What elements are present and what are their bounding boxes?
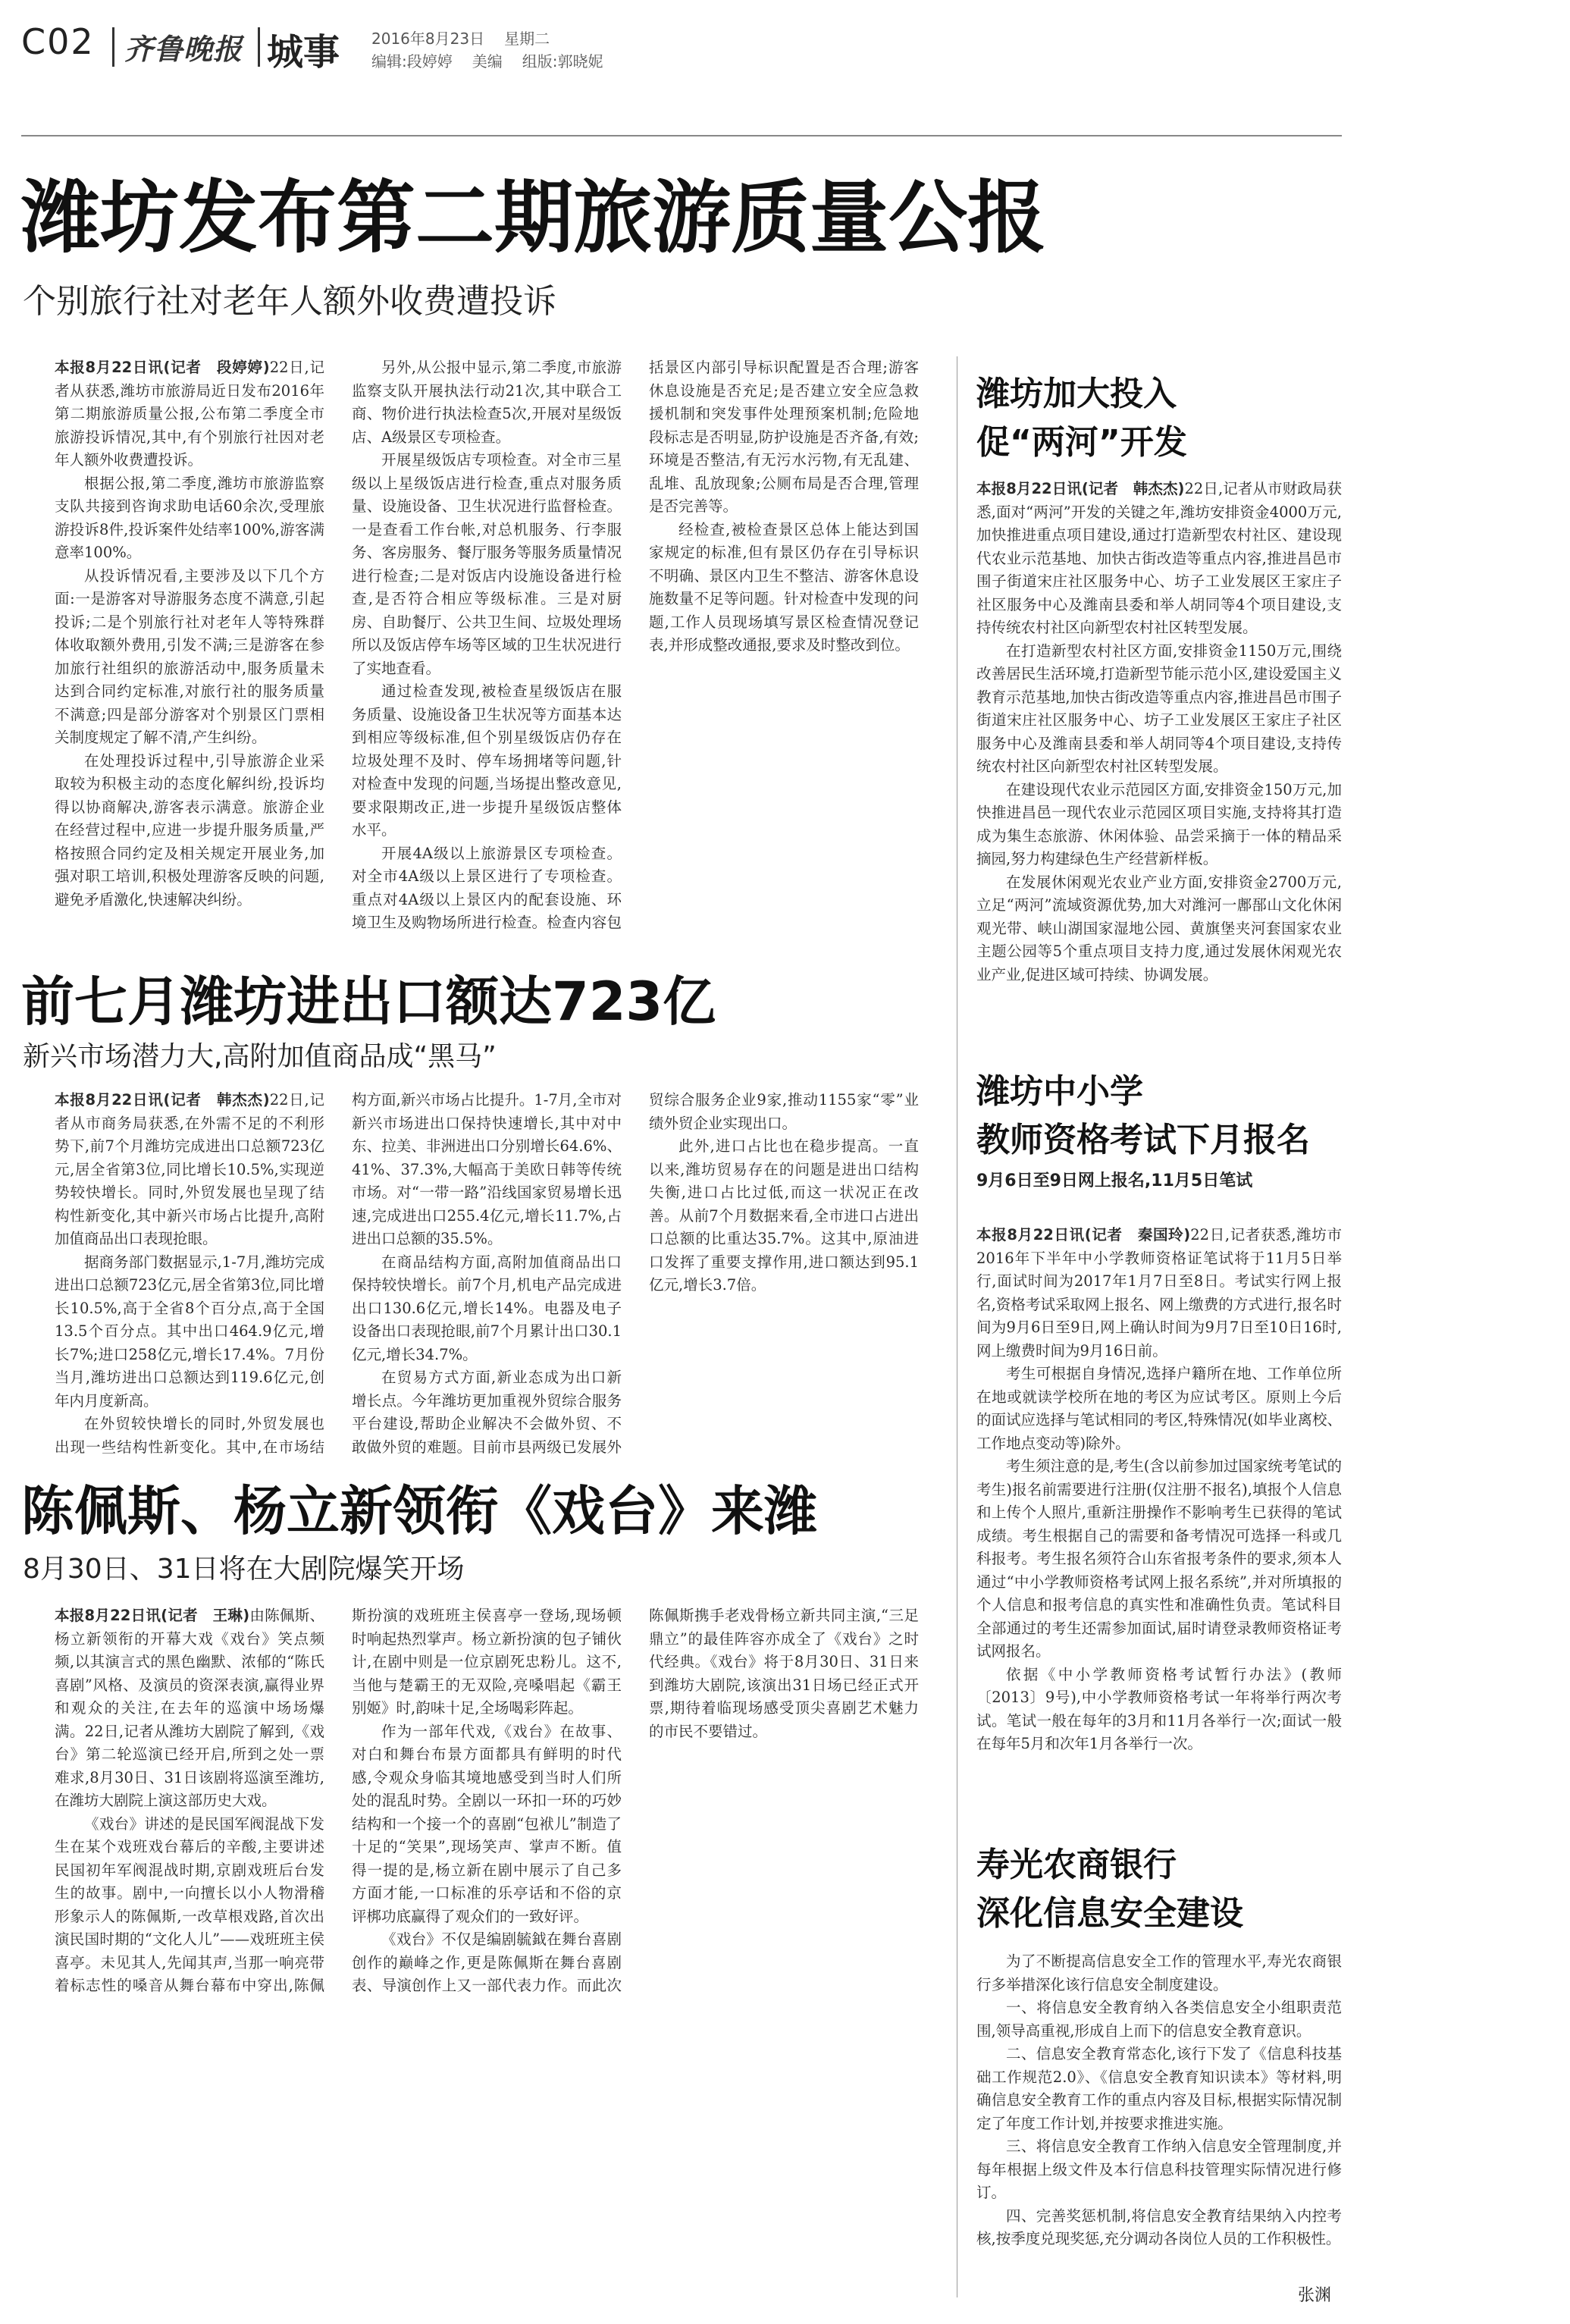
layout-credit: 组版:郭晓妮: [522, 52, 603, 71]
side3-paragraph: 一、将信息安全教育纳入各类信息安全小组职责范围,领导高重视,形成自上而下的信息安全教育意识。: [976, 1999, 1342, 2040]
side1-headline-line: 潍坊加大投入: [976, 375, 1177, 413]
article3-headline: 陈佩斯、杨立新领衔《戏台》来潍: [21, 1480, 817, 1542]
article3-body: [55, 1604, 919, 2006]
side3-signoff: 张渊: [1298, 2286, 1332, 2305]
article1-paragraph: 在处理投诉过程中,引导旅游企业采取较为积极主动的态度化解纠纷,投诉均得以协商解决,游客表示满意。旅游企业在经营过程中,应进一步提升服务质量,严格按照合同约定及相关规定开展业务,加强对职工培训,积极处理游客反映的问题,避免矛盾激化,快速解决纠纷。: [55, 751, 324, 908]
article1-paragraph: 从投诉情况看,主要涉及以下几个方面:一是游客对导游服务态度不满意,引起投诉;二是个别旅行社对老年人等特殊群体收取额外费用,引发不满;三是游客在参加旅行社组织的旅游活动中,服务质量未达到合同约定标准,对旅行社的服务质量不满意;四是部分游客对个别景区门票相关制度规定了解不清,产生纠纷。: [55, 566, 324, 746]
side2-paragraph: 考生可根据自身情况,选择户籍所在地、工作单位所在地或就读学校所在地的考区为应试考区。原则上今后的面试应选择与笔试相同的考区,特殊情况(如毕业离校、工作地点变动等)除外。: [976, 1365, 1342, 1452]
header-rule: [21, 135, 1342, 136]
side2-paragraph: 依据《中小学教师资格考试暂行办法》(教师〔2013〕9号),中小学教师资格考试一年将举行两次考试。笔试一般在每年的3月和11月各举行一次;面试一般在每年5月和次年1月各举行一次。: [976, 1665, 1342, 1752]
article2-subhead: 新兴市场潜力大,高附加值商品成“黑马”: [23, 1041, 497, 1072]
side1-paragraph: 在建设现代农业示范园区方面,安排资金150万元,加快推进昌邑一现代农业示范园区项目实施,支持将其打造成为集生态旅游、休闲体验、品尝采摘于一体的精品采摘园,努力构建绿色生产经营新样板。: [976, 780, 1342, 867]
side3-paragraph: 四、完善奖惩机制,将信息安全教育结果纳入内控考核,按季度兑现奖惩,充分调动各岗位人员的工作积极性。: [976, 2206, 1342, 2247]
masthead-divider: [112, 27, 114, 67]
side2-headline: [976, 1068, 1310, 1165]
article1-paragraph: 另外,从公报中显示,第二季度,市旅游监察支队开展执法行动21次,其中联合工商、物价进行执法检查5次,开展对星级饭店、A级景区专项检查。: [352, 359, 622, 446]
section-title: 城事: [267, 31, 340, 74]
article2-paragraph: 在贸易方式方面,新业态成为出口新增长点。今年潍坊更加重视外贸综合服务平台建设,帮助企业解决不会做外贸、不敢做外贸的难题。目前市县两级已发展外贸综合服务企业9家,推动1155家“零”业绩外贸企业实现出口。: [352, 1091, 919, 1456]
article3-paragraph: 《戏台》讲述的是民国军阀混战下发生在某个戏班戏台幕后的辛酸,主要讲述民国初年军阀混战时期,京剧戏班后台发生的故事。剧中,一向擅长以小人物滑稽形象示人的陈佩斯,一改草根戏路,首次出演民国时期的“文化人儿”——戏班班主侯喜亭。未见其人,先闻其声,当那一响亮带着标志性的嗓音从舞台幕布中穿出,陈佩斯扮演的戏班班主侯喜亭一登场,现场顿时响起热烈掌声。杨立新扮演的包子铺伙计,在剧中则是一位京剧死忠粉儿。这不,当他与楚霸王的无双险,亮嗓唱起《霸王别姬》时,韵味十足,全场喝彩阵起。: [55, 1607, 622, 1994]
side2-headline-line: 潍坊中小学: [976, 1072, 1143, 1111]
side1-byline: 本报8月22日讯(记者 韩杰杰): [976, 480, 1185, 497]
masthead-meta: [371, 27, 623, 73]
article3-paragraph: 由陈佩斯、杨立新领衔的开幕大戏《戏台》笑点频频,以其演言式的黑色幽默、浓郁的“陈氏喜剧”风格、及演员的资深表演,赢得业界和观众的关注,在去年的巡演中场场爆满。22日,记者从潍坊大剧院了解到,《戏台》第二轮巡演已经开启,所到之处一票难求,8月30日、31日该剧将巡演至潍坊,在潍坊大剧院上演这部历史大戏。: [55, 1607, 324, 1809]
side1-paragraph: 22日,记者从市财政局获悉,面对“两河”开发的关键之年,潍坊安排资金4000万元,加快推进重点项目建设,通过打造新型农村社区、建设现代农业示范基地、加快古街改造等重点内容,推进昌邑市围子街道宋庄社区服务中心、坊子工业发展区王家庄子社区服务中心及潍南县委和举人胡同等4个项目建设,支持传统农村社区向新型农村社区转型发展。: [976, 480, 1343, 636]
art-credit: 美编: [472, 52, 503, 71]
issue-weekday: 星期二: [504, 30, 550, 48]
article3-subhead: 8月30日、31日将在大剧院爆笑开场: [23, 1554, 465, 1585]
article2-paragraph: 在商品结构方面,高附加值商品出口保持较快增长。前7个月,机电产品完成进出口130.6亿元,增长14%。电器及电子设备出口表现抢眼,前7个月累计出口30.1亿元,增长34.7%。: [352, 1253, 622, 1363]
article2-paragraph: 22日,记者从市商务局获悉,在外需不足的不利形势下,前7个月潍坊完成进出口总额723亿元,居全省第3位,同比增长10.5%,实现逆势较快增长。同时,外贸发展也呈现了结构性新变化,其中新兴市场占比提升,高附加值商品出口表现抢眼。: [55, 1091, 325, 1247]
side1-headline-line: 促“两河”开发: [976, 423, 1187, 462]
article2-paragraph: 据商务部门数据显示,1-7月,潍坊完成进出口总额723亿元,居全省第3位,同比增长10.5%,高于全省8个百分点,高于全国13.5个百分点。其中出口464.9亿元,增长7%;进口258亿元,增长17.4%。7月份当月,潍坊进出口总额达到119.6亿元,创年内月度新高。: [55, 1253, 324, 1410]
side3-paragraph: 三、将信息安全教育工作纳入信息安全管理制度,并每年根据上级文件及本行信息科技管理实际情况进行修订。: [976, 2137, 1342, 2201]
article2-body: [55, 1089, 919, 1468]
side3-paragraph: 二、信息安全教育常态化,该行下发了《信息科技基础工作规范2.0》、《信息安全教育知识读本》等材料,明确信息安全教育工作的重点内容及目标,根据实际情况制定了年度工作计划,并按要求推进实施。: [976, 2045, 1342, 2132]
article1-paragraph: 开展4A级以上旅游景区专项检查。对全市4A级以上景区进行了专项检查。重点对4A级以上景区内的配套设施、环境卫生及购物场所进行检查。检查内容包括景区内部引导标识配置是否合理;游客休息设施是否充足;是否建立安全应急救援机制和突发事件处理预案机制;危险地段标志是否明显,防护设施是否齐备,有效;环境是否整洁,有无污水污物,有无乱建、乱堆、乱放现象;公厕布局是否合理,管理是否完善等。: [352, 359, 919, 931]
article2-paragraph: 在外贸较快增长的同时,外贸发展也出现一些结构性新变化。其中,在市场结构方面,新兴市场占比提升。1-7月,全市对新兴市场进出口保持快速增长,其中对中东、拉美、非洲进出口分别增长64.6%、41%、37.3%,大幅高于美欧日韩等传统市场。对“一带一路”沿线国家贸易增长迅速,完成进出口255.4亿元,增长11.7%,占进出口总额的35.5%。: [55, 1091, 622, 1456]
side2-paragraph: 考生须注意的是,考生(含以前参加过国家统考笔试的考生)报名前需要进行注册(仅注册不报名),填报个人信息和上传个人照片,重新注册操作不影响考生已获得的笔试成绩。考生根据自己的需要和备考情况可选择一科或几科报考。考生报名须符合山东省报考条件的要求,须本人通过“中小学教师资格考试网上报名系统”,并对所填报的个人信息和报考信息的真实性和准确性负责。笔试科目全部通过的考生还需参加面试,届时请登录教师资格证考试网报名。: [976, 1457, 1342, 1660]
side1-body: [976, 478, 1342, 1048]
page-number: C02: [21, 21, 95, 62]
issue-date: 2016年8月23日: [371, 30, 485, 48]
side2-byline: 本报8月22日讯(记者 秦国玲): [976, 1226, 1191, 1244]
side2-headline-line: 教师资格考试下月报名: [976, 1121, 1310, 1159]
side3-paragraph: 为了不断提高信息安全工作的管理水平,寿光农商银行多举措深化该行信息安全制度建设。: [976, 1952, 1342, 1993]
side3-headline-line: 深化信息安全建设: [976, 1894, 1243, 1933]
article2-headline: 前七月潍坊进出口额达723亿: [21, 971, 716, 1033]
article1-byline: 本报8月22日讯(记者 段婷婷): [55, 359, 270, 376]
side2-paragraph: 22日,记者获悉,潍坊市2016年下半年中小学教师资格证笔试将于11月5日举行,面试时间为2017年1月7日至8日。考试实行网上报名,资格考试采取网上报名、网上缴费的方式进行,报名时间为9月6日至9日,网上确认时间为9月7日至10日16时,网上缴费时间为9月16日前。: [976, 1226, 1342, 1360]
article1-paragraph: 通过检查发现,被检查星级饭店在服务质量、设施设备卫生状况等方面基本达到相应等级标准,但个别星级饭店仍存在垃圾处理不及时、停车场拥堵等问题,针对检查中发现的问题,当场提出整改意见,要求限期改正,进一步提升星级饭店整体水平。: [352, 682, 622, 839]
article1-paragraph: 22日,记者从获悉,潍坊市旅游局近日发布2016年第二期旅游质量公报,公布第二季度全市旅游投诉情况,其中,有个别旅行社因对老年人额外收费遭投诉。: [55, 359, 325, 469]
article1-subhead: 个别旅行社对老年人额外收费遭投诉: [23, 282, 556, 321]
article2-byline: 本报8月22日讯(记者 韩杰杰): [55, 1091, 270, 1109]
article3-byline: 本报8月22日讯(记者 王琳): [55, 1607, 250, 1624]
side3-headline: [976, 1841, 1243, 1938]
editor-credit: 编辑:段婷婷: [371, 52, 453, 71]
masthead-divider: [258, 27, 260, 67]
article1-paragraph: 经检查,被检查景区总体上能达到国家规定的标准,但有景区仍存在引导标识不明确、景区内卫生不整洁、游客休息设施数量不足等问题。针对检查中发现的问题,工作人员现场填写景区检查情况登记表,并形成整改通报,要求及时整改到位。: [649, 520, 919, 654]
article2-paragraph: 此外,进口占比也在稳步提高。一直以来,潍坊贸易存在的问题是进出口结构失衡,进口占比过低,而这一状况正在改善。从前7个月数据来看,全市进口占进出口总额的比重达35.7%。这其中,原油进口发挥了重要支撑作用,进口额达到95.1亿元,增长3.7倍。: [649, 1137, 919, 1294]
side3-body: [976, 1950, 1342, 2276]
side1-paragraph: 在打造新型农村社区方面,安排资金1150万元,围绕改善居民生活环境,打造新型节能示范小区,建设爱国主义教育示范基地,加快古街改造等重点内容,推进昌邑市围子街道宋庄社区服务中心、坊子工业发展区王家庄子社区服务中心及潍南县委和举人胡同等4个项目建设,支持传统农村社区向新型农村社区转型发展。: [976, 641, 1342, 775]
side1-headline: [976, 370, 1187, 467]
side2-subhead: 9月6日至9日网上报名,11月5日笔试: [976, 1171, 1253, 1190]
article1-headline: 潍坊发布第二期旅游质量公报: [21, 171, 1047, 264]
article1-paragraph: 根据公报,第二季度,潍坊市旅游监察支队共接到咨询求助电话60余次,受理旅游投诉8件,投诉案件处结率100%,游客满意率100%。: [55, 474, 324, 561]
article3-paragraph: 《戏台》不仅是编剧毓鉞在舞台喜剧创作的巅峰之作,更是陈佩斯在舞台喜剧表、导演创作上又一部代表力作。而此次陈佩斯携手老戏骨杨立新共同主演,“三足鼎立”的最佳阵容亦成全了《戏台》之时代经典。《戏台》将于8月30日、31日来到潍坊大剧院,该演出31日场已经正式开票,期待着临现场感受顶尖喜剧艺术魅力的市民不要错过。: [352, 1607, 919, 1994]
newspaper-logo: 齐鲁晚报: [124, 32, 243, 66]
side3-headline-line: 寿光农商银行: [976, 1846, 1177, 1884]
article3-paragraph: 作为一部年代戏,《戏台》在故事、对白和舞台布景方面都具有鲜明的时代感,令观众身临其境地感受到当时人们所处的混乱时势。全剧以一环扣一环的巧妙结构和一个接一个的喜剧“包袱儿”制造了十足的“笑果”,现场笑声、掌声不断。值得一提的是,杨立新在剧中展示了自己多方面才能,一口标准的乐亭话和不俗的京评梆功底赢得了观众们的一致好评。: [352, 1722, 622, 1925]
side1-paragraph: 在发展休闲观光农业产业方面,安排资金2700万元,立足“两河”流域资源优势,加大对潍河一鄌郚山文化休闲观光带、峡山湖国家湿地公园、黄旗堡夹河套国家农业主题公园等5个重点项目支持力度,通过发展休闲观光农业产业,促进区域可持续、协调发展。: [976, 873, 1342, 983]
article1-body: [55, 356, 919, 955]
article1-paragraph: 开展星级饭店专项检查。对全市三星级以上星级饭店进行检查,重点对服务质量、设施设备、卫生状况进行监督检查。一是查看工作台帐,对总机服务、行李服务、客房服务、餐厅服务等服务质量情况进行检查;二是对饭店内设施设备进行检查,是否符合相应等级标准。三是对厨房、自助餐厅、公共卫生间、垃圾处理场所以及饭店停车场等区域的卫生状况进行了实地查看。: [352, 451, 622, 677]
side2-body: [976, 1224, 1342, 1823]
